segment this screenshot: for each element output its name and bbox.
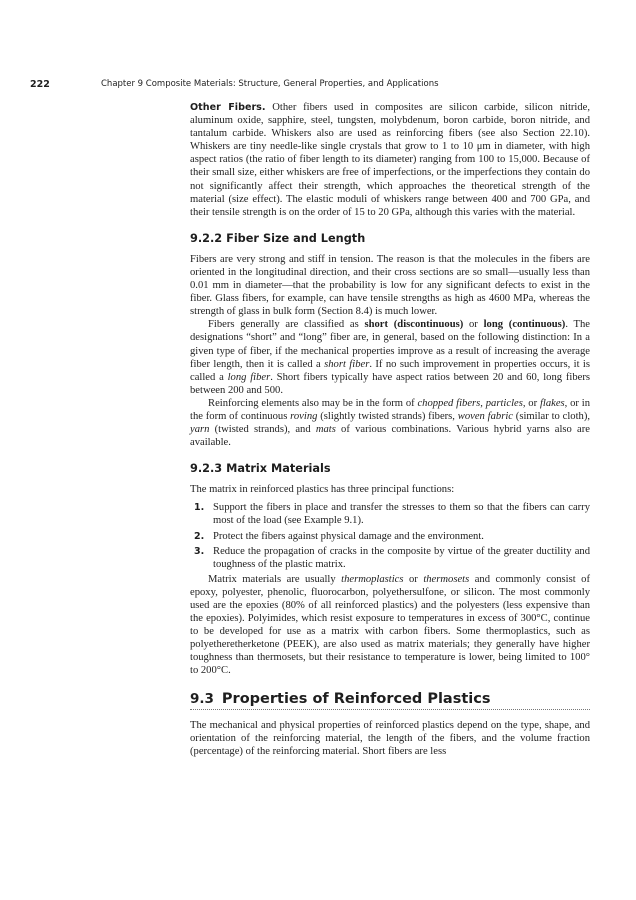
term-yarn: yarn bbox=[190, 424, 210, 436]
functions-list bbox=[190, 501, 590, 570]
page-number: 222 bbox=[30, 79, 50, 90]
running-head: Chapter 9 Composite Materials: Structure, General Properties, and Applications bbox=[101, 79, 439, 89]
paragraph: The mechanical and physical properties of reinforced plastics depend on the type, shape, and orientation of the reinforcing material, the length of the fibers, and the volume fraction (percentage) of the reinforcing material. Short fibers are less bbox=[190, 719, 590, 757]
term-chopped: chopped fibers, particles, bbox=[417, 397, 526, 409]
runin-heading: Other Fibers. bbox=[190, 102, 266, 113]
text-run: or bbox=[403, 573, 424, 585]
list-number: 3. bbox=[194, 545, 205, 557]
text-run: and commonly consist of epoxy, polyester, phenolic, fluorocarbon, polyethersulfone, or silicon. The most commonly used are the epoxies (80% of all reinforced plastics) and the polyesters (less expensive than the epoxies). Polyimides, which resist exposure to temperatures in excess of 300°C, continue to be developed for use as a matrix with carbon fibers. Some thermoplastics, such as polyetheretherketone (PEEK), are also used as matrix materials; they generally have higher toughness than thermosets, but their resistance to temperature is lower, being limited to 100° to 200°C. bbox=[190, 573, 590, 677]
section-heading-9-3 bbox=[190, 690, 590, 710]
section-number: 9.3 bbox=[190, 690, 214, 707]
section-heading-9-2-3: 9.2.3 Matrix Materials bbox=[190, 462, 331, 476]
paragraph-text: Other fibers used in composites are silicon carbide, silicon nitride, aluminum oxide, sapphire, steel, tungsten, molybdenum, boron carbide, boron nitride, and tantalum carbide. Whiskers also are used as reinforcing fibers (see also Section 22.10). Whiskers are tiny needle-like single crystals that grow to 1 to 10 μm in diameter, with high aspect ratios (the ratio of fiber length to its diameter) ranging from 100 to 15,000. Because of their small size, either whiskers are free of imperfections, or the imperfections they contain do not significantly affect their strength, which approaches the theoretical strength of the material (size effect). The elastic moduli of whiskers range between 400 and 700 GPa, and their tensile strength is on the order of 15 to 20 GPa, although this varies with the material. bbox=[190, 102, 590, 218]
text-run: or bbox=[463, 319, 484, 331]
text-run: . If no such improvement in properties occurs, it is called a bbox=[190, 358, 590, 383]
term-long-fiber: long fiber bbox=[227, 371, 271, 383]
text-run: (similar to cloth), bbox=[512, 410, 591, 422]
paragraph bbox=[190, 397, 590, 449]
section-title: Properties of Reinforced Plastics bbox=[221, 690, 491, 707]
text-run: (slightly twisted strands) fibers, bbox=[317, 410, 458, 422]
text-run: Reinforcing elements also may be in the form of bbox=[208, 397, 418, 409]
term-roving: roving bbox=[290, 410, 318, 422]
term-flakes: flakes bbox=[539, 397, 565, 409]
paragraph: Fibers are very strong and stiff in tension. The reason is that the molecules in the fibers are oriented in the longitudinal direction, and their cross sections are so small—usually less than 0.01 mm in diameter—that the probability is low for any significant defects to exist in the fiber. Glass fibers, for example, can have tensile strengths as high as 4600 MPa, whereas the strength of glass in bulk form (Section 8.4) is much lower. bbox=[190, 253, 590, 318]
list-number: 1. bbox=[194, 502, 205, 514]
paragraph bbox=[190, 573, 590, 678]
text-run: . The designations “short” and “long” fiber are, in general, based on the following distinction: In a given type of fiber, if the mechanical properties improve as a result of increasing the average fiber length, then it is called a bbox=[190, 319, 591, 370]
other-fibers-paragraph bbox=[190, 101, 590, 219]
list-item bbox=[190, 501, 590, 527]
term-short: short (discontinuous) bbox=[364, 319, 464, 331]
term-mats: mats bbox=[315, 424, 336, 436]
text-run: . Short fibers typically have aspect ratios between 20 and 60, long fibers between 200 and 500. bbox=[190, 371, 590, 396]
term-thermoplastics: thermoplastics bbox=[341, 573, 404, 585]
list-item bbox=[190, 545, 590, 571]
text-run: of various combinations. Various hybrid yarns also are available. bbox=[190, 424, 590, 449]
term-woven: woven fabric bbox=[457, 410, 513, 422]
paragraph bbox=[190, 318, 590, 397]
text-run: or bbox=[525, 397, 540, 409]
term-thermosets: thermosets bbox=[423, 573, 470, 585]
list-item-text: Support the fibers in place and transfer the stresses to them so that the fibers can carry most of the load (see Example 9.1). bbox=[213, 502, 590, 527]
term-short-fiber: short fiber bbox=[324, 358, 370, 370]
text-run: , or in the form of continuous bbox=[190, 397, 590, 422]
term-long: long (continuous) bbox=[483, 319, 566, 331]
text-run: (twisted strands), and bbox=[209, 424, 316, 436]
paragraph: The matrix in reinforced plastics has three principal functions: bbox=[190, 484, 455, 496]
list-number: 2. bbox=[194, 530, 205, 542]
text-run: Matrix materials are usually bbox=[208, 573, 342, 585]
list-item bbox=[190, 530, 590, 543]
section-heading-9-2-2: 9.2.2 Fiber Size and Length bbox=[190, 231, 366, 245]
list-item-text: Reduce the propagation of cracks in the composite by virtue of the greater ductility and toughness of the plastic matrix. bbox=[213, 545, 590, 570]
text-run: Fibers generally are classified as bbox=[208, 319, 365, 331]
list-item-text: Protect the fibers against physical damage and the environment. bbox=[213, 530, 484, 542]
page-body bbox=[190, 101, 590, 758]
